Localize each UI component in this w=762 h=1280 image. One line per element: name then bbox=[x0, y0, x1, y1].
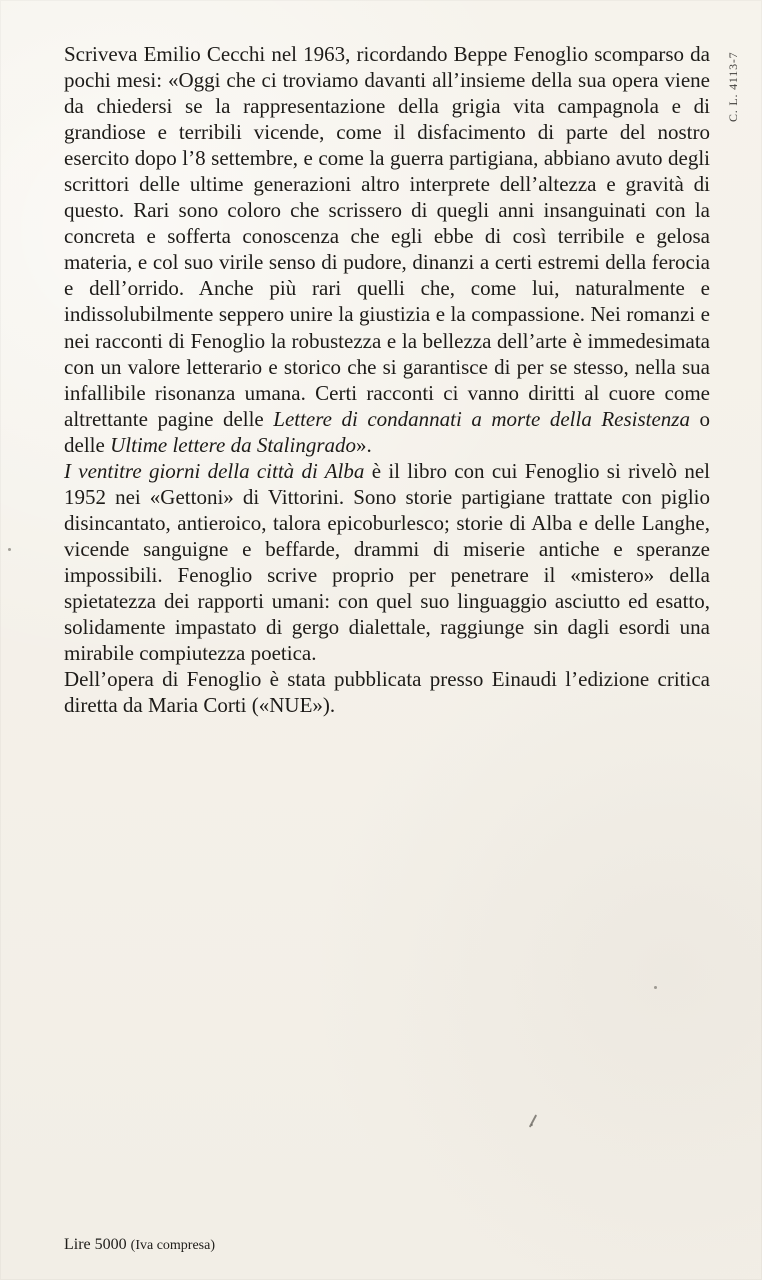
paragraph-2-segment-2: è il libro con cui Fenoglio si rivelò nel 1952 nei «Gettoni» di Vittorini. Sono storie partigiane trattate con piglio disincantato, antieroico, talora epicoburlesco; storie di Alba e delle Langhe, vicende sanguigne e beffarde, drammi di miserie antiche e speranze impossibili. Fenoglio scrive proprio per penetrare il «mistero» della spietatezza dei rapporti umani: con quel suo linguaggio asciutto ed esatto, solidamente impastato di gergo dialettale, raggiunge sin dagli esordi una mirabile compiutezza poetica. bbox=[64, 458, 711, 666]
paper-scratch bbox=[529, 1114, 537, 1127]
catalog-code: C. L. 4113-7 bbox=[726, 51, 740, 122]
paragraph-1-segment-3: o delle bbox=[64, 406, 710, 457]
price-line bbox=[64, 1236, 215, 1254]
price-main: Lire 5000 bbox=[64, 1236, 127, 1253]
paragraph-1-segment-1: Scriveva Emilio Cecchi nel 1963, ricordando Beppe Fenoglio scomparso da pochi mesi: «Oggi che ci troviamo davanti all’insieme della sua opera viene da chiedersi se la rappresentazione della grigia vita campagnola e di grandiose e terribili vicende, come il disfacimento di parte del nostro esercito dopo l’8 settembre, e come la guerra partigiana, abbiano avuto degli scrittori delle ultime generazioni altro interprete dell’altezza e gravità di questo. Rari sono coloro che scrissero di quegli anni insanguinati con la concreta e sofferta conoscenza che egli ebbe di così terribile e gelosa materia, e col suo virile senso di pudore, dinanzi a certi estremi della ferocia e dell’orrido. Anche più rari quelli che, come lui, naturalmente e indissolubilmente seppero unire la giustizia e la compassione. Nei romanzi e nei racconti di Fenoglio la robustezza e la bellezza dell’arte è immedesimata con un valore letterario e storico che si garantisce di per se stesso, nella sua infallibile risonanza umana. Certi racconti ci vanno diritti al cuore come altrettante pagine delle bbox=[64, 42, 710, 431]
paragraph-3 bbox=[64, 666, 710, 718]
paper-speck bbox=[8, 548, 11, 551]
paragraph-1 bbox=[64, 41, 710, 458]
paragraph-2-segment-1: I ventitre giorni della città di Alba bbox=[64, 458, 365, 483]
paragraph-2 bbox=[64, 458, 710, 666]
blurb-text bbox=[64, 41, 710, 718]
paragraph-3-segment-1: Dell’opera di Fenoglio è stata pubblicata presso Einaudi l’edizione critica diretta da Maria Corti («NUE»). bbox=[64, 667, 710, 718]
price-note: (Iva compresa) bbox=[130, 1238, 215, 1253]
paragraph-1-segment-5: ». bbox=[356, 432, 372, 457]
paragraph-1-segment-2: Lettere di condannati a morte della Resistenza bbox=[273, 406, 690, 431]
paragraph-1-segment-4: Ultime lettere da Stalingrado bbox=[110, 432, 357, 457]
paper-speck bbox=[654, 986, 657, 989]
